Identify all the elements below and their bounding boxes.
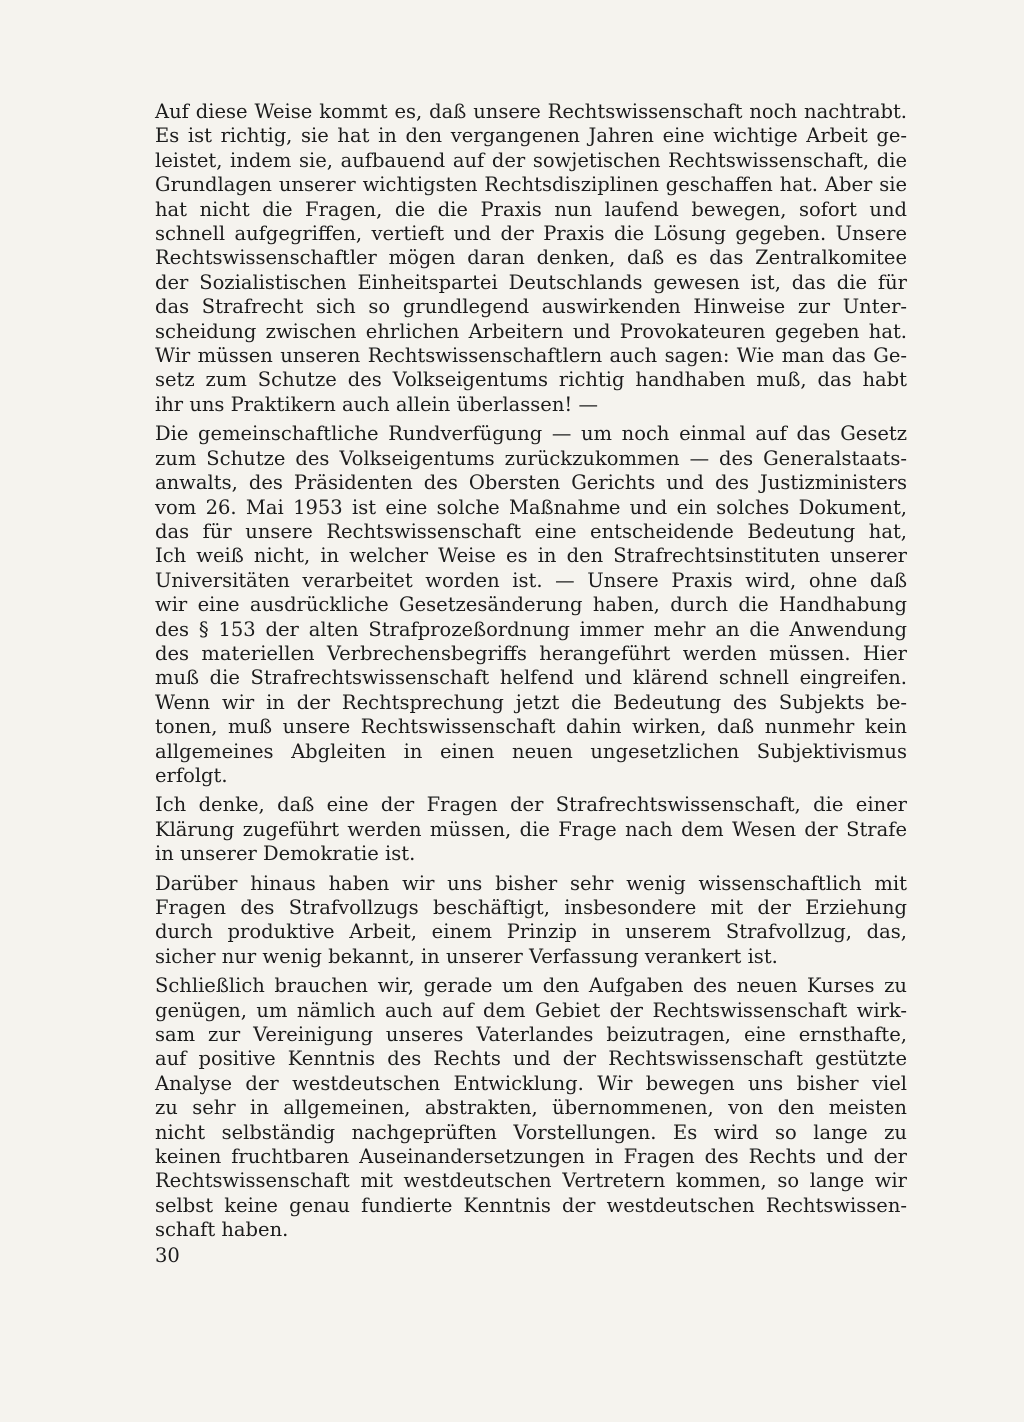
text-line: anwalts, des Präsidenten des Obersten Gerichts und des Justizministers xyxy=(155,471,907,495)
text-line: tonen, muß unsere Rechtswissenschaft dahin wirken, daß nunmehr kein xyxy=(155,715,907,739)
text-line: keinen fruchtbaren Auseinandersetzungen in Fragen des Rechts und der xyxy=(155,1145,907,1169)
text-line: des materiellen Verbrechensbegriffs herangeführt werden müssen. Hier xyxy=(155,641,907,665)
text-line: Ich denke, daß eine der Fragen der Strafrechtswissenschaft, die einer xyxy=(155,793,907,817)
text-line: Fragen des Strafvollzugs beschäftigt, insbesondere mit der Erziehung xyxy=(155,896,907,919)
text-line: Wir müssen unseren Rechtswissenschaftlern auch sagen: Wie man das Ge- xyxy=(155,344,907,368)
text-line: hat nicht die Fragen, die die Praxis nun laufend bewegen, sofort und xyxy=(155,197,907,221)
text-line: sicher nur wenig bekannt, in unserer Verfassung verankert ist. xyxy=(155,944,778,968)
paragraph-2 xyxy=(155,422,907,788)
text-line: Rechtswissenschaftler mögen daran denken, daß es das Zentralkomitee xyxy=(155,246,907,270)
text-line: ihr uns Praktikern auch allein überlassen! — xyxy=(155,392,598,416)
text-line: Schließlich brauchen wir, gerade um den Aufgaben des neuen Kurses zu xyxy=(155,974,907,998)
text-line: Analyse der westdeutschen Entwicklung. Wir bewegen uns bisher viel xyxy=(155,1071,907,1095)
text-line: leistet, indem sie, aufbauend auf der sowjetischen Rechtswissenschaft, die xyxy=(155,148,907,172)
text-line: Auf diese Weise kommt es, daß unsere Rechtswissenschaft noch nachtrabt. xyxy=(155,100,907,123)
page-number: 30 xyxy=(155,1244,180,1267)
text-line: in unserer Demokratie ist. xyxy=(155,842,416,866)
text-line: Darüber hinaus haben wir uns bisher sehr wenig wissenschaftlich mit xyxy=(155,871,907,895)
text-line: auf positive Kenntnis des Rechts und der Rechtswissenschaft gestützte xyxy=(155,1047,907,1071)
text-line: schaft haben. xyxy=(155,1218,289,1242)
text-line: der Sozialistischen Einheitspartei Deutschlands gewesen ist, das die für xyxy=(155,270,907,294)
paragraph-4 xyxy=(155,872,907,970)
text-line: das für unsere Rechtswissenschaft eine entscheidende Bedeutung hat, xyxy=(155,519,907,543)
text-line: durch produktive Arbeit, einem Prinzip in unserem Strafvollzug, das, xyxy=(155,920,907,944)
text-line: Klärung zugeführt werden müssen, die Frage nach dem Wesen der Strafe xyxy=(155,817,907,841)
text-line: Rechtswissenschaft mit westdeutschen Vertretern kommen, so lange wir xyxy=(155,1169,907,1193)
text-line: muß die Strafrechtswissenschaft helfend und klärend schnell eingreifen. xyxy=(155,666,907,690)
text-line: Ich weiß nicht, in welcher Weise es in den Strafrechtsinstituten unserer xyxy=(155,544,907,568)
text-line: selbst keine genau fundierte Kenntnis der westdeutschen Rechtswissen- xyxy=(155,1193,907,1217)
body-text xyxy=(155,100,907,1248)
text-line: scheidung zwischen ehrlichen Arbeitern und Provokateuren gegeben hat. xyxy=(155,319,907,343)
paragraph-5 xyxy=(155,974,907,1242)
text-line: setz zum Schutze des Volkseigentums richtig handhaben muß, das habt xyxy=(155,368,907,392)
text-line: genügen, um nämlich auch auf dem Gebiet der Rechtswissenschaft wirk- xyxy=(155,998,907,1022)
text-line: Es ist richtig, sie hat in den vergangenen Jahren eine wichtige Arbeit ge- xyxy=(155,124,907,148)
text-line: Die gemeinschaftliche Rundverfügung — um noch einmal auf das Gesetz xyxy=(155,422,907,446)
paragraph-1 xyxy=(155,100,907,417)
text-line: Wenn wir in der Rechtsprechung jetzt die Bedeutung des Subjekts be- xyxy=(155,690,907,714)
text-line: erfolgt. xyxy=(155,763,228,787)
text-line: allgemeines Abgleiten in einen neuen ungesetzlichen Subjektivismus xyxy=(155,739,907,763)
text-line: sam zur Vereinigung unseres Vaterlandes beizutragen, eine ernsthafte, xyxy=(155,1023,907,1047)
paragraph-3 xyxy=(155,793,907,866)
text-line: vom 26. Mai 1953 ist eine solche Maßnahme und ein solches Dokument, xyxy=(155,495,907,519)
text-line: des § 153 der alten Strafprozeßordnung immer mehr an die Anwendung xyxy=(155,617,907,641)
text-line: zu sehr in allgemeinen, abstrakten, übernommenen, von den meisten xyxy=(155,1096,907,1120)
text-line: zum Schutze des Volkseigentums zurückzukommen — des Generalstaats- xyxy=(155,446,907,470)
text-line: wir eine ausdrückliche Gesetzesänderung haben, durch die Handhabung xyxy=(155,593,907,617)
text-line: Universitäten verarbeitet worden ist. — Unsere Praxis wird, ohne daß xyxy=(155,568,907,592)
text-line: schnell aufgegriffen, vertieft und der Praxis die Lösung gegeben. Unsere xyxy=(155,222,907,246)
text-line: nicht selbständig nachgeprüften Vorstellungen. Es wird so lange zu xyxy=(155,1120,907,1144)
text-line: das Strafrecht sich so grundlegend auswirkenden Hinweise zur Unter- xyxy=(155,295,907,319)
text-line: Grundlagen unserer wichtigsten Rechtsdisziplinen geschaffen hat. Aber sie xyxy=(155,173,907,197)
